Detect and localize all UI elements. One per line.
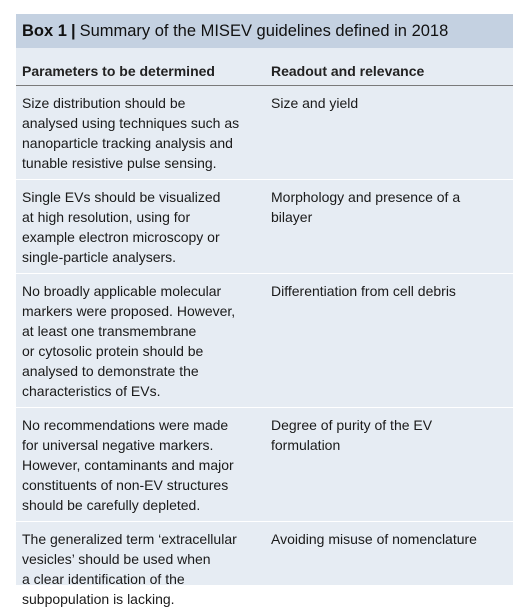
readout-cell: Degree of purity of the EV formulation bbox=[271, 417, 433, 453]
table-row bbox=[16, 274, 513, 408]
readout-cell: Morphology and presence of a bilayer bbox=[271, 189, 461, 225]
table-row bbox=[16, 86, 513, 180]
column-header-readout: Readout and relevance bbox=[271, 63, 425, 79]
parameter-cell: Single EVs should be visualized at high resolution, using for example electron microscopy or single-particle analysers. bbox=[22, 189, 221, 265]
table-body bbox=[16, 86, 513, 615]
readout-cell: Size and yield bbox=[271, 95, 359, 111]
column-header-parameters: Parameters to be determined bbox=[22, 63, 215, 79]
box-title: Summary of the MISEV guidelines defined in 2018 bbox=[79, 21, 449, 40]
parameter-cell: No recommendations were made for universal negative markers. However, contaminants and major constituents of non-EV structures should be carefully depleted. bbox=[22, 417, 234, 513]
parameter-cell: No broadly applicable molecular markers were proposed. However, at least one transmembrane or cytosolic protein should be analysed to demonstrate the characteristics of EVs. bbox=[22, 283, 236, 399]
table-row bbox=[16, 522, 513, 615]
readout-cell: Differentiation from cell debris bbox=[271, 283, 456, 299]
parameter-cell: The generalized term ‘extracellular vesicles’ should be used when a clear identification of the subpopulation is lacking. bbox=[22, 531, 237, 607]
box-label: Box 1 bbox=[22, 21, 67, 40]
parameter-cell: Size distribution should be analysed using techniques such as nanoparticle tracking analysis and tunable resistive pulse sensing. bbox=[22, 95, 240, 171]
box-header bbox=[16, 14, 513, 48]
table-row bbox=[16, 180, 513, 274]
box-separator: | bbox=[70, 21, 76, 40]
summary-box bbox=[16, 14, 513, 607]
table-header bbox=[16, 48, 513, 86]
table-row bbox=[16, 408, 513, 522]
readout-cell: Avoiding misuse of nomenclature bbox=[271, 531, 477, 547]
